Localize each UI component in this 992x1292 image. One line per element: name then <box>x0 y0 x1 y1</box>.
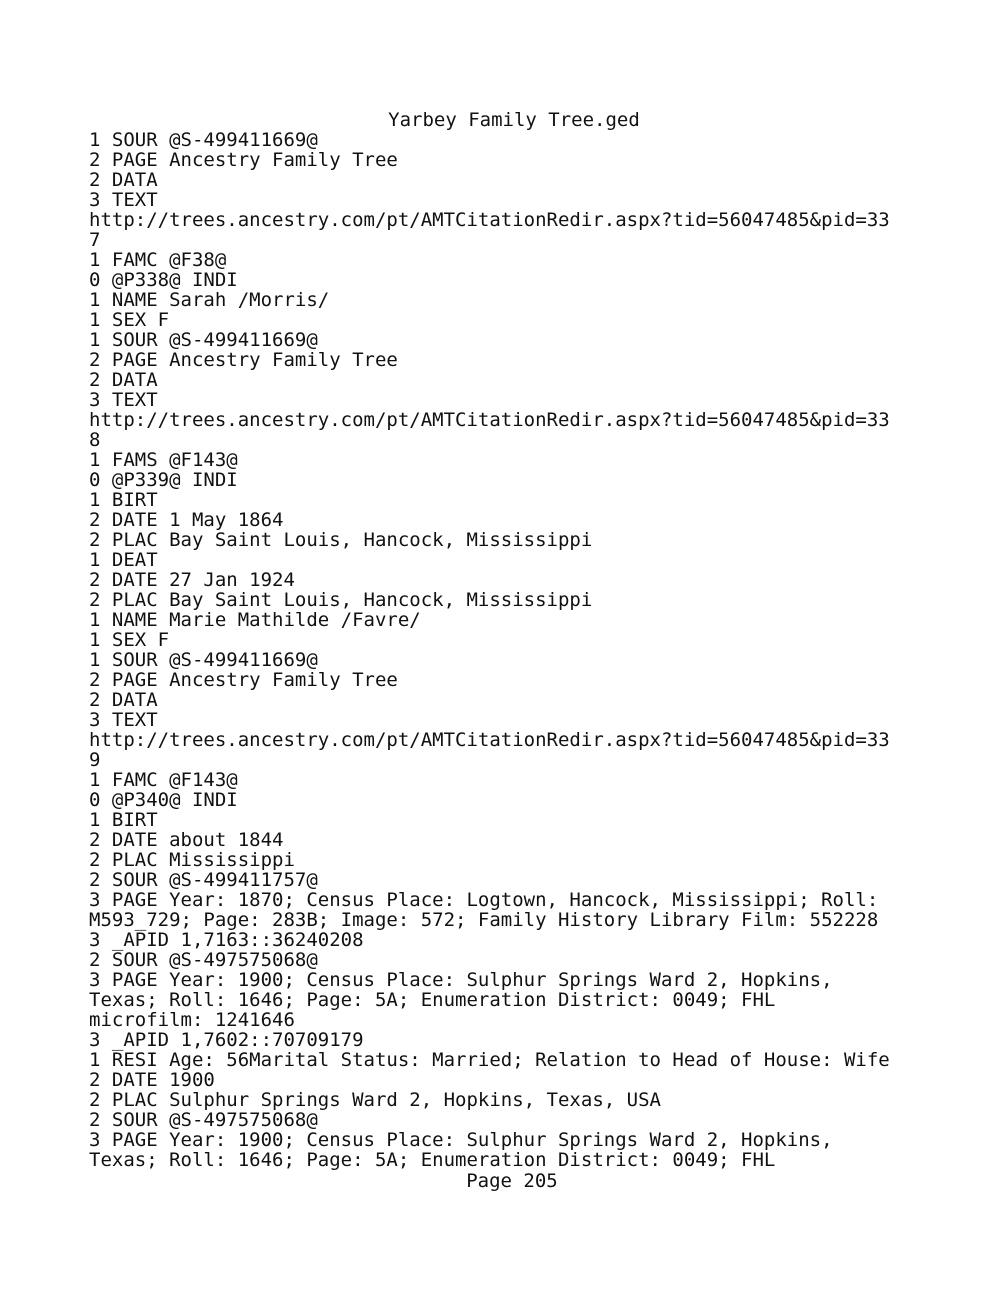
text-line: 2 PAGE Ancestry Family Tree <box>89 349 398 371</box>
text-line: 3 TEXT <box>89 189 158 211</box>
text-line: 3 _APID 1,7602::70709179 <box>89 1029 364 1051</box>
text-line: 3 _APID 1,7163::36240208 <box>89 929 364 951</box>
text-line: 8 <box>89 429 101 451</box>
text-line: 1 SEX F <box>89 309 170 331</box>
text-line: 2 DATA <box>89 169 158 191</box>
text-line: M593_729; Page: 283B; Image: 572; Family History Library Film: 552228 <box>89 909 879 931</box>
text-line: 0 @P339@ INDI <box>89 469 238 491</box>
text-line: 1 FAMS @F143@ <box>89 449 238 471</box>
text-line: 1 BIRT <box>89 489 158 511</box>
text-line: 2 PLAC Sulphur Springs Ward 2, Hopkins, Texas, USA <box>89 1089 661 1111</box>
text-line: 2 DATA <box>89 369 158 391</box>
text-line: 2 SOUR @S-497575068@ <box>89 949 318 971</box>
text-line: http://trees.ancestry.com/pt/AMTCitationRedir.aspx?tid=56047485&pid=33 <box>89 209 890 231</box>
text-line: microfilm: 1241646 <box>89 1009 295 1031</box>
text-line: 2 SOUR @S-497575068@ <box>89 1109 318 1131</box>
page-number: Page 205 <box>466 1170 558 1192</box>
text-line: 2 DATA <box>89 689 158 711</box>
text-line: 2 PAGE Ancestry Family Tree <box>89 669 398 691</box>
text-line: 1 NAME Sarah /Morris/ <box>89 289 330 311</box>
text-line: 1 BIRT <box>89 809 158 831</box>
text-line: 2 DATE about 1844 <box>89 829 284 851</box>
text-line: 2 DATE 1900 <box>89 1069 215 1091</box>
text-line: 1 SOUR @S-499411669@ <box>89 329 318 351</box>
text-line: 1 SOUR @S-499411669@ <box>89 649 318 671</box>
text-line: 3 TEXT <box>89 709 158 731</box>
text-line: 1 SEX F <box>89 629 170 651</box>
text-line: 2 DATE 27 Jan 1924 <box>89 569 295 591</box>
text-line: 3 TEXT <box>89 389 158 411</box>
text-line: 1 FAMC @F143@ <box>89 769 238 791</box>
text-line: 2 PAGE Ancestry Family Tree <box>89 149 398 171</box>
text-line: 3 PAGE Year: 1900; Census Place: Sulphur Springs Ward 2, Hopkins, <box>89 969 833 991</box>
text-line: 2 PLAC Mississippi <box>89 849 295 871</box>
text-line: 1 NAME Marie Mathilde /Favre/ <box>89 609 421 631</box>
text-line: 2 PLAC Bay Saint Louis, Hancock, Mississippi <box>89 589 593 611</box>
text-line: 0 @P340@ INDI <box>89 789 238 811</box>
gedcom-text-block <box>89 130 969 1170</box>
text-line: 0 @P338@ INDI <box>89 269 238 291</box>
text-line: 9 <box>89 749 101 771</box>
text-line: 3 PAGE Year: 1870; Census Place: Logtown, Hancock, Mississippi; Roll: <box>89 889 879 911</box>
text-line: 7 <box>89 229 101 251</box>
text-line: 2 SOUR @S-499411757@ <box>89 869 318 891</box>
document-title: Yarbey Family Tree.ged <box>388 109 640 131</box>
text-line: 1 SOUR @S-499411669@ <box>89 129 318 151</box>
text-line: 2 DATE 1 May 1864 <box>89 509 284 531</box>
text-line: Texas; Roll: 1646; Page: 5A; Enumeration District: 0049; FHL <box>89 1149 776 1171</box>
text-line: 3 PAGE Year: 1900; Census Place: Sulphur Springs Ward 2, Hopkins, <box>89 1129 833 1151</box>
text-line: 1 DEAT <box>89 549 158 571</box>
text-line: http://trees.ancestry.com/pt/AMTCitationRedir.aspx?tid=56047485&pid=33 <box>89 409 890 431</box>
text-line: 2 PLAC Bay Saint Louis, Hancock, Mississippi <box>89 529 593 551</box>
text-line: http://trees.ancestry.com/pt/AMTCitationRedir.aspx?tid=56047485&pid=33 <box>89 729 890 751</box>
text-line: 1 RESI Age: 56Marital Status: Married; Relation to Head of House: Wife <box>89 1049 890 1071</box>
text-line: Texas; Roll: 1646; Page: 5A; Enumeration District: 0049; FHL <box>89 989 776 1011</box>
text-line: 1 FAMC @F38@ <box>89 249 227 271</box>
